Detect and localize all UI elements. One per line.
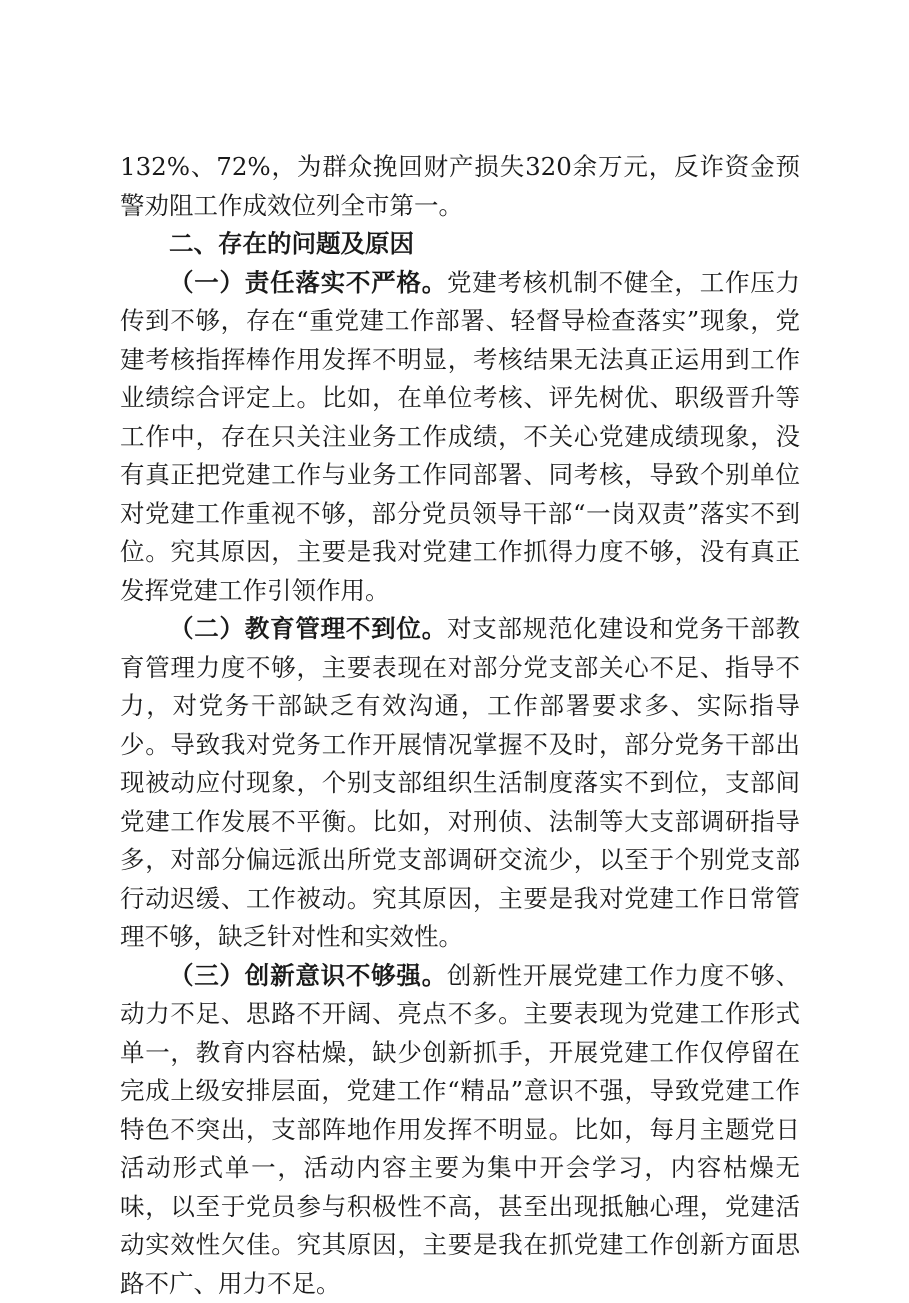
section-heading: 二、存在的问题及原因 — [120, 225, 800, 264]
item-1-body: 党建考核机制不健全，工作压力传到不够，存在“重党建工作部署、轻督导检查落实”现象，党建考核指挥棒作用发挥不明显，考核结果无法真正运用到工作业绩综合评定上。比如，在单位考核、评先树优、职级晋升等工作中，存在只关注业务工作成绩，不关心党建成绩现象，没有真正把党建工作与业务工作同部署、同考核，导致个别单位对党建工作重视不够，部分党员领导干部“一岗双责”落实不到位。究其原因，主要是我对党建工作抓得力度不够，没有真正发挥党建工作引领作用。 — [120, 268, 800, 605]
item-3-lead: （三）创新意识不够强。 — [169, 961, 447, 990]
paragraph-item-3 — [120, 957, 800, 1303]
document-body — [120, 148, 800, 1303]
item-2-lead: （二）教育管理不到位。 — [169, 614, 447, 643]
item-1-lead: （一）责任落实不严格。 — [169, 268, 447, 297]
item-2-body: 对支部规范化建设和党务干部教育管理力度不够，主要表现在对部分党支部关心不足、指导不力，对党务干部缺乏有效沟通，工作部署要求多、实际指导少。导致我对党务工作开展情况掌握不及时，部分党务干部出现被动应付现象，个别支部组织生活制度落实不到位，支部间党建工作发展不平衡。比如，对刑侦、法制等大支部调研指导多，对部分偏远派出所党支部调研交流少，以至于个别党支部行动迟缓、工作被动。究其原因，主要是我对党建工作日常管理不够，缺乏针对性和实效性。 — [120, 614, 800, 951]
paragraph-continuation: 132%、72%，为群众挽回财产损失320余万元，反诈资金预警劝阻工作成效位列全市第一。 — [120, 148, 800, 225]
paragraph-item-1 — [120, 264, 800, 611]
item-3-body: 创新性开展党建工作力度不够、动力不足、思路不开阔、亮点不多。主要表现为党建工作形式单一，教育内容枯燥，缺少创新抓手，开展党建工作仅停留在完成上级安排层面，党建工作“精品”意识不强，导致党建工作特色不突出，支部阵地作用发挥不明显。比如，每月主题党日活动形式单一，活动内容主要为集中开会学习，内容枯燥无味，以至于党员参与积极性不高，甚至出现抵触心理，党建活动实效性欠佳。究其原因，主要是我在抓党建工作创新方面思路不广、用力不足。 — [120, 961, 800, 1298]
paragraph-item-2 — [120, 610, 800, 957]
